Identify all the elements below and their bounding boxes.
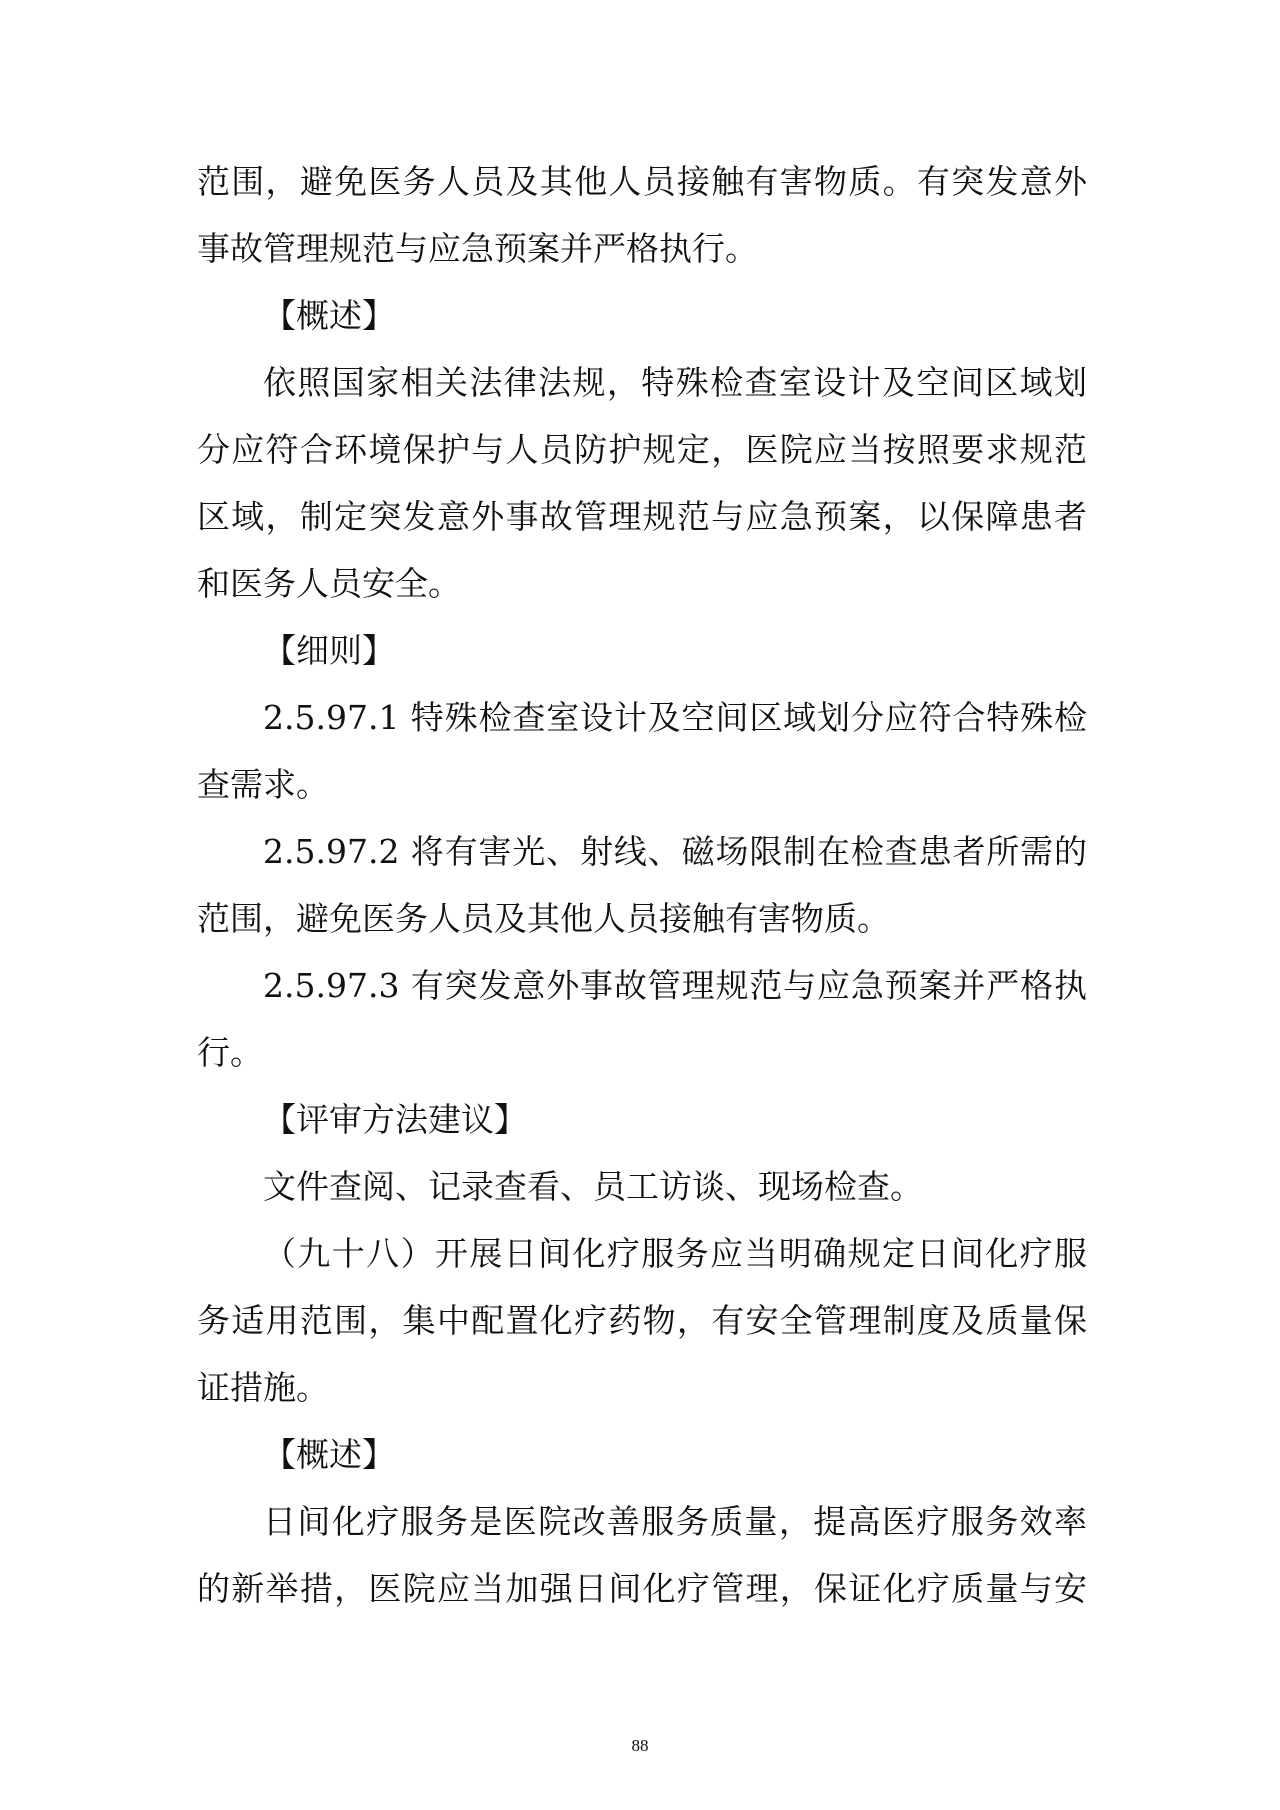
- paragraph-line: 分应符合环境保护与人员防护规定，医院应当按照要求规范: [197, 430, 1087, 469]
- article-title-line: 务适用范围，集中配置化疗药物，有安全管理制度及质量保: [197, 1301, 1087, 1340]
- section-heading-overview: 【概述】: [263, 1435, 395, 1474]
- paragraph-line: 范围，避免医务人员及其他人员接触有害物质。有突发意外: [197, 162, 1087, 201]
- section-heading-overview: 【概述】: [263, 296, 395, 335]
- rule-item-line: 2.5.97.3 有突发意外事故管理规范与应急预案并严格执: [263, 966, 1087, 1005]
- paragraph-line: 的新举措，医院应当加强日间化疗管理，保证化疗质量与安: [197, 1569, 1087, 1608]
- rule-item-line: 查需求。: [197, 765, 329, 804]
- paragraph-line: 依照国家相关法律法规，特殊检查室设计及空间区域划: [263, 363, 1087, 402]
- rule-item-line: 2.5.97.2 将有害光、射线、磁场限制在检查患者所需的: [263, 832, 1087, 871]
- rule-item-line: 范围，避免医务人员及其他人员接触有害物质。: [197, 899, 890, 938]
- paragraph-line: 区域，制定突发意外事故管理规范与应急预案，以保障患者: [197, 497, 1087, 536]
- article-title-line: （九十八）开展日间化疗服务应当明确规定日间化疗服: [263, 1234, 1087, 1273]
- paragraph-line: 和医务人员安全。: [197, 564, 461, 603]
- paragraph-line: 日间化疗服务是医院改善服务质量，提高医疗服务效率: [263, 1502, 1087, 1541]
- paragraph-line: 文件查阅、记录查看、员工访谈、现场检查。: [263, 1167, 923, 1206]
- rule-item-line: 2.5.97.1 特殊检查室设计及空间区域划分应符合特殊检: [263, 698, 1087, 737]
- rule-item-line: 行。: [197, 1033, 263, 1072]
- article-title-line: 证措施。: [197, 1368, 329, 1407]
- page-number: 88: [631, 1736, 649, 1755]
- section-heading-details: 【细则】: [263, 631, 395, 670]
- body-text: [197, 148, 1087, 1622]
- section-heading-review-methods: 【评审方法建议】: [263, 1100, 527, 1139]
- paragraph-line: 事故管理规范与应急预案并严格执行。: [197, 229, 758, 268]
